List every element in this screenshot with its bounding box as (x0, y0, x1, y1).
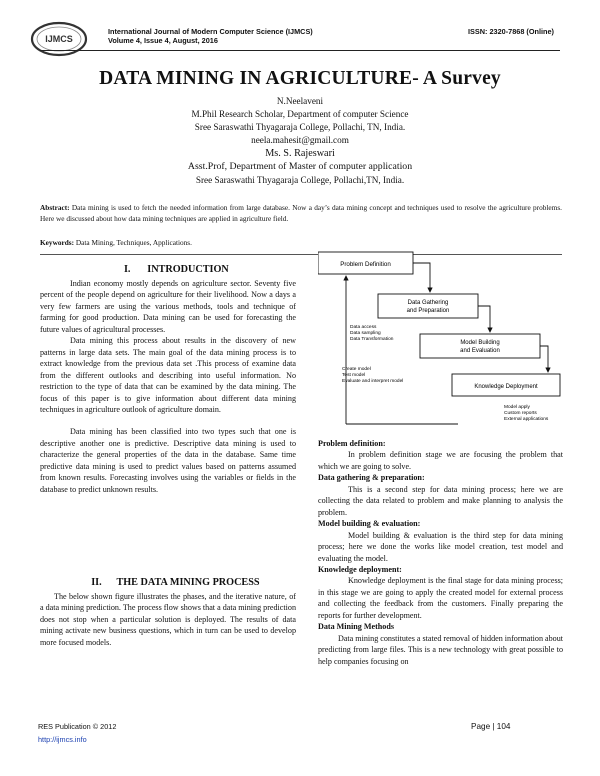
arrow-2 (478, 306, 490, 332)
section-1-body (40, 278, 296, 495)
footer-url-link[interactable]: http://ijmcs.info (38, 735, 87, 744)
note-deploy-3: External applications (504, 417, 549, 422)
author-2-affiliation: Sree Saraswathi Thyagaraja College, Pollachi,TN, India. (195, 175, 405, 185)
section-2-paragraph: The below shown figure illustrates the phases, and the iterative nature, of a data mining prediction. The process flow shows that a data mining prediction does not stop when a particular solution is deployed. The results of data mining activate new business questions, which in turn can be used to develop more focused models. (40, 592, 296, 647)
note-prep-2: Data sampling (350, 331, 381, 336)
section-1-number: I. (123, 264, 131, 275)
section-1-title: INTRODUCTION (147, 264, 229, 275)
note-prep-3: Data Transformation (350, 337, 394, 342)
stage-heading: Model building & evaluation: (318, 519, 421, 529)
author-1-position: M.Phil Research Scholar, Department of computer Science (191, 109, 409, 119)
journal-issn: ISSN: 2320-7868 (Online) (468, 27, 554, 36)
journal-volume: Volume 4, Issue 4, August, 2016 (108, 36, 218, 45)
box-model-building-label-2: and Evaluation (460, 348, 500, 354)
stage-text: Model building & evaluation is the third step for data mining process; here we done the works like model creation, test model and evaluating the model. (318, 530, 563, 563)
box-model-building (420, 334, 540, 358)
section-2-heading (40, 577, 296, 588)
journal-name: International Journal of Modern Computer Science (IJMCS) (108, 27, 313, 36)
stage-text: This is a second step for data mining process; here we are collecting the data related to problem and make planning to analysis the problem. (318, 484, 563, 517)
stage-heading: Problem definition: (318, 439, 386, 448)
stage-text: Knowledge deployment is the final stage for data mining process; in this stage we are going to apply the created model for external process and collecting the feedback from the customers. Finally preparing the reports for further development. (318, 576, 563, 620)
abstract-text: Data mining is used to fetch the needed information from large database. Now a day’s data mining concept and techniques used to resolve the agriculture problems. Here we discussed about how data mining techniques are applied in agriculture field. (40, 203, 562, 223)
note-deploy-1: Model apply (504, 405, 530, 410)
footer-publisher: RES Publication © 2012 (38, 722, 117, 731)
stage-heading: Data Mining Methods (318, 622, 394, 632)
stage-text: Data mining constitutes a stated removal of hidden information about predicting from large files. This is a new technology with great possible to help companies focusing on (318, 633, 563, 666)
paper-title: DATA MINING IN AGRICULTURE- A Survey (99, 68, 501, 89)
box-data-gathering (378, 294, 478, 318)
keywords-text: Data Mining, Techniques, Applications. (74, 238, 192, 247)
keywords-label: Keywords: (40, 238, 75, 247)
process-stages (318, 438, 563, 667)
stage-heading: Data gathering & preparation: (318, 473, 425, 483)
box-data-gathering-label-2: and Preparation (406, 308, 450, 314)
section-1-paragraph: Data mining this process about results in the discovery of new patterns in large data sets. The main goal of the data mining process is to extract knowledge from the previous data set .This process of examine data from the different outlooks and describing into useful information. No restriction to the type of data that can be examined by the data mining. The focus of this paper is to give information about different data mining techniques in agriculture outlook of agriculture domain. (40, 336, 296, 414)
box-problem-definition-label: Problem Definition (340, 261, 391, 268)
arrow-1 (413, 263, 430, 292)
section-2-body (40, 591, 296, 648)
header-divider (40, 50, 560, 51)
stage-text: In problem definition stage we are focusing the problem that which we are going to solve. (318, 450, 563, 471)
stage-heading: Knowledge deployment: (318, 564, 402, 574)
note-prep-1: Data access (350, 325, 377, 330)
section-1-heading (40, 264, 296, 275)
section-2-title: THE DATA MINING PROCESS (116, 577, 260, 588)
note-model-3: Evaluate and interpret model (342, 379, 404, 384)
abstract (40, 202, 562, 224)
logo-text: IJMCS (45, 34, 73, 44)
section-1-paragraph: Data mining has been classified into two types such that one is descriptive another one is predictive. Descriptive data mining is used to characterize the general properties of the data in the database. Same time predictive data mining is used to predict values based on patterns assumed from known results. Forecasting involves using the variables or fields in the database to predict unknown results. (40, 427, 296, 494)
author-1-affiliation: Sree Saraswathi Thyagaraja College, Pollachi, TN, India. (194, 122, 406, 132)
author-1-name: N.Neelaveni (276, 96, 324, 106)
box-data-gathering-label-1: Data Gathering (407, 300, 449, 306)
journal-logo (28, 20, 90, 58)
abstract-label: Abstract: (40, 203, 70, 212)
footer-page-number: Page | 104 (471, 722, 511, 731)
box-model-building-label-1: Model Building (460, 340, 500, 346)
section-1-paragraph: Indian economy mostly depends on agriculture sector. Seventy five percent of the people depend on agriculture for their livelihood. Now a days a very few farmers are using the various methods, tools and technique of farming for good production. Data mining can be used for forecasting the future values of agricultural processes. (40, 279, 296, 334)
note-model-1: Create model (342, 367, 371, 372)
author-1-email[interactable]: neela.mahesit@gmail.com (251, 135, 349, 145)
box-knowledge-deployment-label: Knowledge Deployment (474, 384, 538, 390)
arrow-3 (540, 346, 548, 372)
data-mining-process-diagram (318, 246, 563, 438)
section-2-number: II. (91, 577, 102, 588)
note-model-2: Test model (342, 373, 366, 378)
author-2-name: Ms. S. Rajeswari (265, 148, 335, 159)
note-deploy-2: Custom reports (504, 411, 537, 416)
author-2-position: Asst.Prof, Department of Master of computer application (187, 161, 413, 172)
